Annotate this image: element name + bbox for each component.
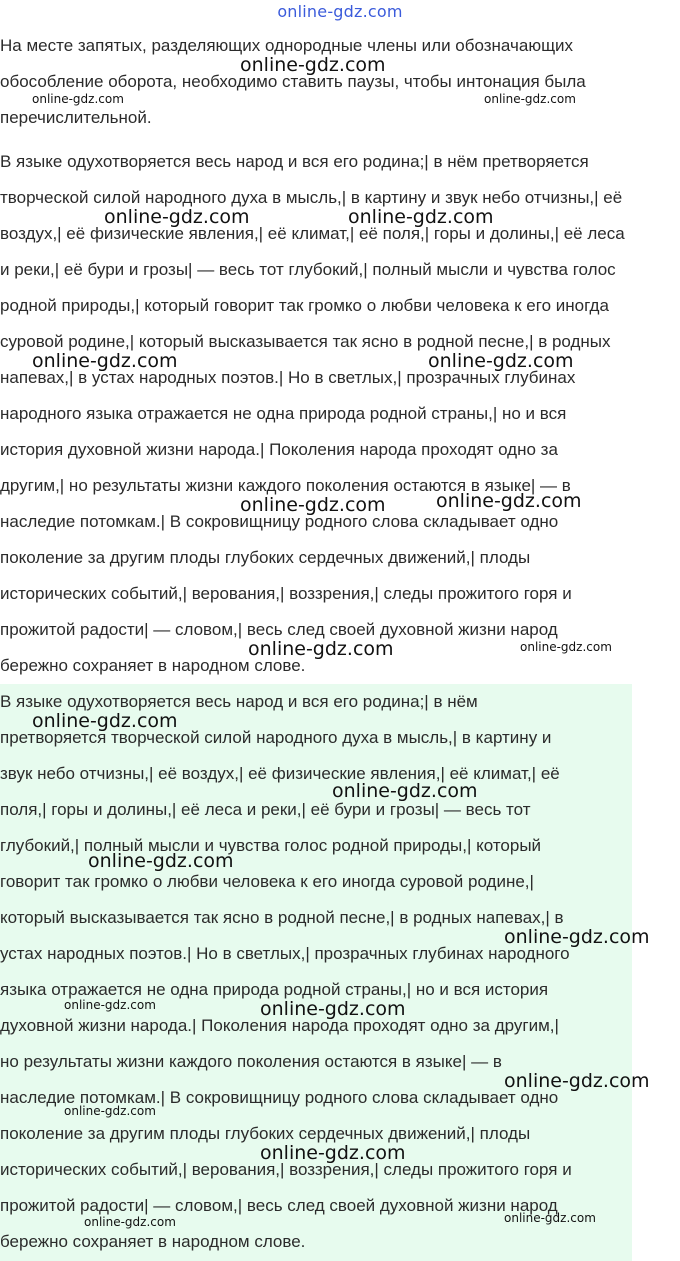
watermark: online-gdz.com bbox=[504, 1211, 596, 1225]
site-header bbox=[0, 0, 680, 24]
watermark: online-gdz.com bbox=[348, 206, 494, 228]
watermark: online-gdz.com bbox=[260, 998, 406, 1020]
watermark: online-gdz.com bbox=[436, 490, 582, 512]
watermark: online-gdz.com bbox=[520, 640, 612, 654]
watermark: online-gdz.com bbox=[104, 206, 250, 228]
answer-text: В языке одухотворяется весь народ и вся его родина;| в нём претворяется творческой силой народного духа в мысль,| в картину и звук небо отчизны,| её воздух,| её физические явления,| её климат,| её поля,| горы и долины,| её леса и реки,| её бури и грозы| — весь тот глубокий,| полный мысли и чувства голос родной природы,| который говорит так громко о любви человека к его иногда суровой родине,| который высказывается так ясно в родной песне,| в родных напевах,| в устах народных поэтов.| Но в светлых,| прозрачных глубинах народного языка отражается не одна природа родной страны,| но и вся история духовной жизни народа.| Поколения народа проходят одно за другим,| но результаты жизни каждого поколения остаются в языке| — в наследие потомкам.| В сокровищницу родного слова складывает одно поколение за другим плоды глубоких сердечных движений,| плоды исторических событий,| верования,| воззрения,| следы прожитого горя и прожитой радости| — словом,| весь след своей духовной жизни народ бережно сохраняет в народном слове. bbox=[0, 692, 572, 1251]
watermark: online-gdz.com bbox=[248, 638, 394, 660]
watermark: online-gdz.com bbox=[332, 780, 478, 802]
watermark: online-gdz.com bbox=[484, 92, 576, 106]
watermark: online-gdz.com bbox=[64, 998, 156, 1012]
watermark: online-gdz.com bbox=[240, 494, 386, 516]
watermark: online-gdz.com bbox=[32, 92, 124, 106]
watermark: online-gdz.com bbox=[64, 1104, 156, 1118]
watermark: online-gdz.com bbox=[504, 926, 650, 948]
watermark: online-gdz.com bbox=[88, 850, 234, 872]
source-text: В языке одухотворяется весь народ и вся его родина;| в нём претворяется творческой силой народного духа в мысль,| в картину и звук небо отчизны,| её воздух,| её физические явления,| её климат,| её поля,| горы и долины,| её леса и реки,| её бури и грозы| — весь тот глубокий,| полный мысли и чувства голос родной природы,| который говорит так громко о любви человека к его иногда суровой родине,| который высказывается так ясно в родной песне,| в родных напевах,| в устах народных поэтов.| Но в светлых,| прозрачных глубинах народного языка отражается не одна природа родной страны,| но и вся история духовной жизни народа.| Поколения народа проходят одно за другим,| но результаты жизни каждого поколения остаются в языке| — в наследие потомкам.| В сокровищницу родного слова складывает одно поколение за другим плоды глубоких сердечных движений,| плоды исторических событий,| верования,| воззрения,| следы прожитого горя и прожитой радости| — словом,| весь след своей духовной жизни народ бережно сохраняет в народном слове. bbox=[0, 152, 625, 675]
watermark: online-gdz.com bbox=[32, 710, 178, 732]
watermark: online-gdz.com bbox=[240, 54, 386, 76]
watermark: online-gdz.com bbox=[32, 350, 178, 372]
task-instruction: На месте запятых, разделяющих однородные члены или обозначающих обособление оборота, необходимо ставить паузы, чтобы интонация была перечислительной. bbox=[0, 36, 586, 127]
watermark: online-gdz.com bbox=[84, 1215, 176, 1229]
watermark: online-gdz.com bbox=[504, 1070, 650, 1092]
site-logo-text[interactable]: online-gdz.com bbox=[277, 2, 403, 21]
watermark: online-gdz.com bbox=[428, 350, 574, 372]
watermark: online-gdz.com bbox=[260, 1142, 406, 1164]
